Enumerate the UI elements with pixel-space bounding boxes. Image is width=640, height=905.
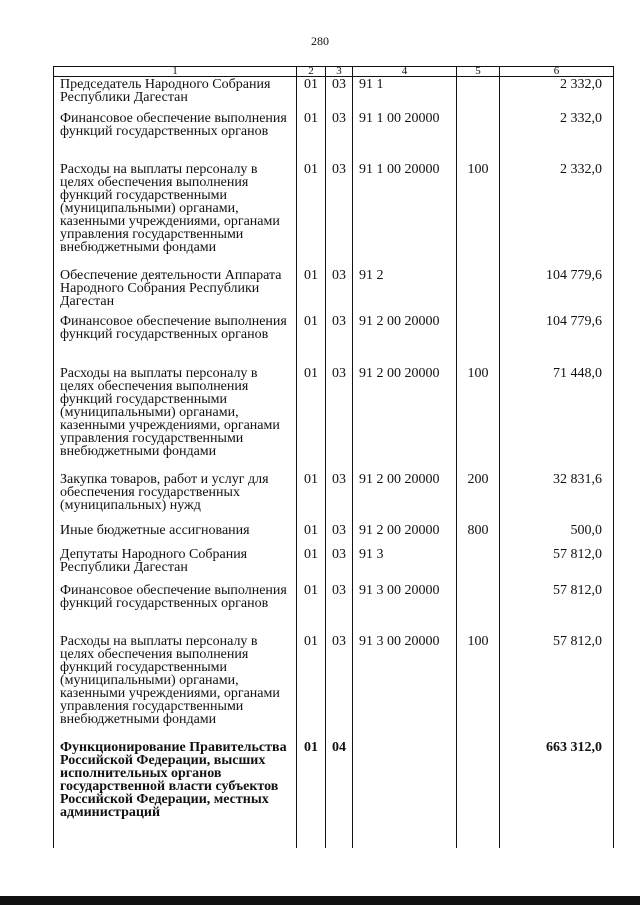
target-article-code: 91 3 00 20000 xyxy=(353,634,457,740)
subsection-code: 03 xyxy=(326,634,353,740)
amount-value: 71 448,0 xyxy=(500,366,614,472)
subsection-code: 04 xyxy=(326,740,353,830)
amount-value: 57 812,0 xyxy=(500,583,614,634)
amount-value: 104 779,6 xyxy=(500,268,614,314)
target-article-code: 91 2 00 20000 xyxy=(353,366,457,472)
section-code: 01 xyxy=(297,366,326,472)
expense-type-code xyxy=(457,547,500,583)
table-filler-cell xyxy=(500,830,614,849)
budget-table xyxy=(53,66,614,848)
section-code: 01 xyxy=(297,583,326,634)
target-article-code: 91 3 xyxy=(353,547,457,583)
section-code: 01 xyxy=(297,547,326,583)
amount-value: 2 332,0 xyxy=(500,77,614,111)
table-filler-cell xyxy=(353,830,457,849)
subsection-code: 03 xyxy=(326,523,353,547)
expense-type-code xyxy=(457,740,500,830)
expense-type-code: 100 xyxy=(457,366,500,472)
table-row xyxy=(54,77,614,111)
line-item-name: Расходы на выплаты персоналу в целях обеспечения выполнения функций государственными (муниципальными) органами, казенными учреждениями, органами управления государственными внебюджетными фондами xyxy=(54,366,297,472)
subsection-code: 03 xyxy=(326,366,353,472)
subsection-code: 03 xyxy=(326,547,353,583)
table-body xyxy=(54,77,614,849)
line-item-name: Финансовое обеспечение выполнения функций государственных органов xyxy=(54,111,297,162)
line-item-name: Иные бюджетные ассигнования xyxy=(54,523,297,547)
page-number: 280 xyxy=(311,34,329,48)
section-code: 01 xyxy=(297,268,326,314)
scan-bottom-edge xyxy=(0,896,640,905)
column-number-row xyxy=(54,67,614,77)
subsection-code: 03 xyxy=(326,472,353,523)
section-code: 01 xyxy=(297,111,326,162)
table-row xyxy=(54,547,614,583)
amount-value: 32 831,6 xyxy=(500,472,614,523)
target-article-code: 91 1 00 20000 xyxy=(353,111,457,162)
line-item-name: Расходы на выплаты персоналу в целях обеспечения выполнения функций государственными (муниципальными) органами, казенными учреждениями, органами управления государственными внебюджетными фондами xyxy=(54,162,297,268)
expense-type-code xyxy=(457,111,500,162)
subsection-code: 03 xyxy=(326,77,353,111)
target-article-code: 91 2 xyxy=(353,268,457,314)
amount-value: 57 812,0 xyxy=(500,547,614,583)
line-item-name: Финансовое обеспечение выполнения функций государственных органов xyxy=(54,583,297,634)
section-code: 01 xyxy=(297,162,326,268)
table-row xyxy=(54,268,614,314)
expense-type-code: 200 xyxy=(457,472,500,523)
subsection-code: 03 xyxy=(326,583,353,634)
target-article-code: 91 2 00 20000 xyxy=(353,314,457,366)
table-row xyxy=(54,472,614,523)
table-row xyxy=(54,583,614,634)
column-header-4: 4 xyxy=(353,67,457,77)
target-article-code: 91 2 00 20000 xyxy=(353,523,457,547)
expense-type-code xyxy=(457,314,500,366)
expense-type-code xyxy=(457,77,500,111)
target-article-code: 91 2 00 20000 xyxy=(353,472,457,523)
table-row xyxy=(54,740,614,830)
amount-value: 2 332,0 xyxy=(500,111,614,162)
subsection-code: 03 xyxy=(326,111,353,162)
line-item-name: Обеспечение деятельности Аппарата Народного Собрания Республики Дагестан xyxy=(54,268,297,314)
table-filler-cell xyxy=(457,830,500,849)
expense-type-code xyxy=(457,583,500,634)
column-header-5: 5 xyxy=(457,67,500,77)
section-code: 01 xyxy=(297,77,326,111)
table-row xyxy=(54,111,614,162)
amount-value: 663 312,0 xyxy=(500,740,614,830)
column-header-2: 2 xyxy=(297,67,326,77)
column-header-3: 3 xyxy=(326,67,353,77)
section-code: 01 xyxy=(297,740,326,830)
amount-value: 2 332,0 xyxy=(500,162,614,268)
table-row xyxy=(54,634,614,740)
amount-value: 57 812,0 xyxy=(500,634,614,740)
line-item-name: Председатель Народного Собрания Республики Дагестан xyxy=(54,77,297,111)
table-filler-cell xyxy=(326,830,353,849)
table-filler-cell xyxy=(54,830,297,849)
table-row xyxy=(54,162,614,268)
section-code: 01 xyxy=(297,472,326,523)
column-header-1: 1 xyxy=(54,67,297,77)
expense-type-code: 800 xyxy=(457,523,500,547)
table-filler-row xyxy=(54,830,614,849)
table-row xyxy=(54,523,614,547)
line-item-name: Функционирование Правительства Российской Федерации, высших исполнительных органов государственной власти субъектов Российской Федерации, местных администраций xyxy=(54,740,297,830)
line-item-name: Расходы на выплаты персоналу в целях обеспечения выполнения функций государственными (муниципальными) органами, казенными учреждениями, органами управления государственными внебюджетными фондами xyxy=(54,634,297,740)
expense-type-code: 100 xyxy=(457,162,500,268)
line-item-name: Закупка товаров, работ и услуг для обеспечения государственных (муниципальных) нужд xyxy=(54,472,297,523)
expense-type-code: 100 xyxy=(457,634,500,740)
table-row xyxy=(54,314,614,366)
expense-type-code xyxy=(457,268,500,314)
target-article-code xyxy=(353,740,457,830)
section-code: 01 xyxy=(297,314,326,366)
table-filler-cell xyxy=(297,830,326,849)
subsection-code: 03 xyxy=(326,314,353,366)
table-row xyxy=(54,366,614,472)
amount-value: 104 779,6 xyxy=(500,314,614,366)
line-item-name: Финансовое обеспечение выполнения функций государственных органов xyxy=(54,314,297,366)
target-article-code: 91 1 xyxy=(353,77,457,111)
section-code: 01 xyxy=(297,523,326,547)
subsection-code: 03 xyxy=(326,268,353,314)
target-article-code: 91 3 00 20000 xyxy=(353,583,457,634)
subsection-code: 03 xyxy=(326,162,353,268)
section-code: 01 xyxy=(297,634,326,740)
column-header-6: 6 xyxy=(500,67,614,77)
target-article-code: 91 1 00 20000 xyxy=(353,162,457,268)
amount-value: 500,0 xyxy=(500,523,614,547)
line-item-name: Депутаты Народного Собрания Республики Дагестан xyxy=(54,547,297,583)
